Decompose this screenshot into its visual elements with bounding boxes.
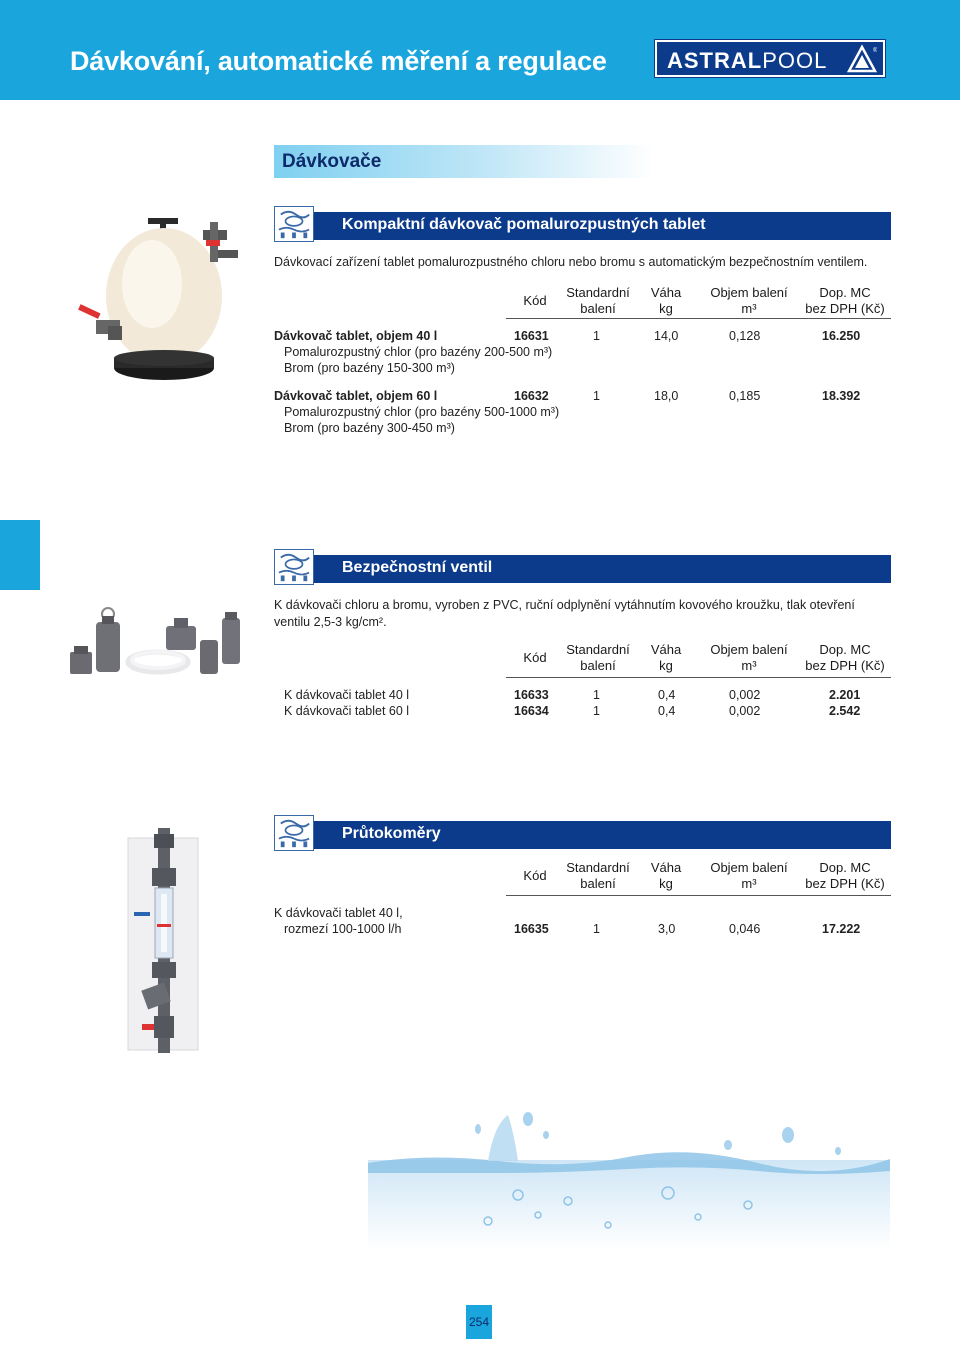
row-volume: 0,002: [729, 688, 761, 702]
row-sub: Brom (pro bazény 150-300 m³): [284, 361, 455, 375]
col-std: Standardní balení: [566, 642, 630, 673]
flowmeter-photo: [124, 828, 204, 1053]
row-name: K dávkovači tablet 40 l: [284, 688, 410, 702]
row-price: 17.222: [822, 922, 861, 936]
logo-text: ASTRALPOOL: [667, 48, 828, 73]
row-weight: 3,0: [658, 922, 676, 936]
row-code: 16631: [514, 329, 549, 343]
row-name: K dávkovači tablet 60 l: [284, 704, 410, 718]
row-weight: 14,0: [654, 329, 679, 343]
page-header: [0, 0, 960, 100]
section-band: [274, 145, 654, 178]
row-price: 2.542: [829, 704, 861, 718]
row-name: rozmezí 100-1000 l/h: [284, 922, 402, 936]
table-rule: [506, 318, 891, 319]
water-splash-image: [368, 1105, 890, 1250]
row-pack: 1: [593, 688, 600, 702]
astralpool-logo: [655, 40, 885, 77]
tablet-doser-photo: [68, 212, 248, 390]
col-kod: Kód: [523, 868, 547, 883]
logo-triangle-icon: [847, 44, 877, 74]
row-name: K dávkovači tablet 40 l,: [274, 906, 403, 920]
col-kod: Kód: [523, 650, 547, 665]
product-title-bar: [274, 549, 891, 585]
col-dop: Dop. MC bez DPH (Kč): [805, 860, 885, 891]
row-price: 16.250: [822, 329, 861, 343]
row-code: 16634: [514, 704, 549, 718]
row-sub: Pomalurozpustný chlor (pro bazény 500-1000 m³): [284, 405, 560, 419]
page-title: Dávkování, automatické měření a regulace: [70, 46, 607, 76]
section-title: Dávkovače: [282, 151, 382, 172]
row-sub: Brom (pro bazény 300-450 m³): [284, 421, 455, 435]
row-volume: 0,128: [729, 329, 761, 343]
safety-valve-photo: [66, 600, 246, 690]
row-weight: 0,4: [658, 688, 676, 702]
row-weight: 18,0: [654, 389, 679, 403]
col-std: Standardní balení: [566, 860, 630, 891]
table-rule: [506, 677, 891, 678]
col-dop: Dop. MC bez DPH (Kč): [805, 642, 885, 673]
col-vaha: Váha kg: [650, 642, 682, 673]
row-name: Dávkovač tablet, objem 40 l: [274, 329, 438, 343]
col-vaha: Váha kg: [650, 285, 682, 316]
row-pack: 1: [593, 329, 600, 343]
row-code: 16632: [514, 389, 549, 403]
side-tab-marker: [0, 520, 40, 590]
product-title: Průtokoměry: [342, 825, 441, 842]
svg-text:®: ®: [873, 48, 877, 54]
row-volume: 0,185: [729, 389, 761, 403]
row-sub: Pomalurozpustný chlor (pro bazény 200-500 m³): [284, 345, 553, 359]
product-title-bar: [274, 815, 891, 851]
col-kod: Kód: [523, 293, 547, 308]
row-price: 18.392: [822, 389, 861, 403]
row-pack: 1: [593, 704, 600, 718]
row-weight: 0,4: [658, 704, 676, 718]
col-objem: Objem balení m³: [710, 285, 788, 316]
product-description: K dávkovači chloru a bromu, vyroben z PVC, ruční odplynění vytáhnutím kovového kroužku, tlak otevření ventilu 2,5-3 kg/cm².: [274, 598, 855, 629]
row-pack: 1: [593, 922, 600, 936]
row-code: 16635: [514, 922, 549, 936]
product-title-bar: [274, 206, 891, 242]
product-description: Dávkovací zařízení tablet pomalurozpustného chloru nebo bromu s automatickým bezpečnostním ventilem.: [274, 255, 868, 269]
row-name: Dávkovač tablet, objem 60 l: [274, 389, 438, 403]
row-code: 16633: [514, 688, 549, 702]
row-price: 2.201: [829, 688, 861, 702]
pool-doser-icon: [274, 549, 314, 585]
product-title: Kompaktní dávkovač pomalurozpustných tablet: [342, 216, 706, 233]
col-vaha: Váha kg: [650, 860, 682, 891]
page-number-box: [466, 1305, 492, 1339]
pool-doser-icon: [274, 206, 314, 242]
pool-doser-icon: [274, 815, 314, 851]
row-volume: 0,002: [729, 704, 761, 718]
col-objem: Objem balení m³: [710, 860, 788, 891]
product-title: Bezpečnostní ventil: [342, 559, 493, 576]
row-pack: 1: [593, 389, 600, 403]
col-dop: Dop. MC bez DPH (Kč): [805, 285, 885, 316]
table-rule: [506, 895, 891, 896]
col-std: Standardní balení: [566, 285, 630, 316]
col-objem: Objem balení m³: [710, 642, 788, 673]
row-volume: 0,046: [729, 922, 761, 936]
page-number: 254: [468, 1315, 490, 1329]
